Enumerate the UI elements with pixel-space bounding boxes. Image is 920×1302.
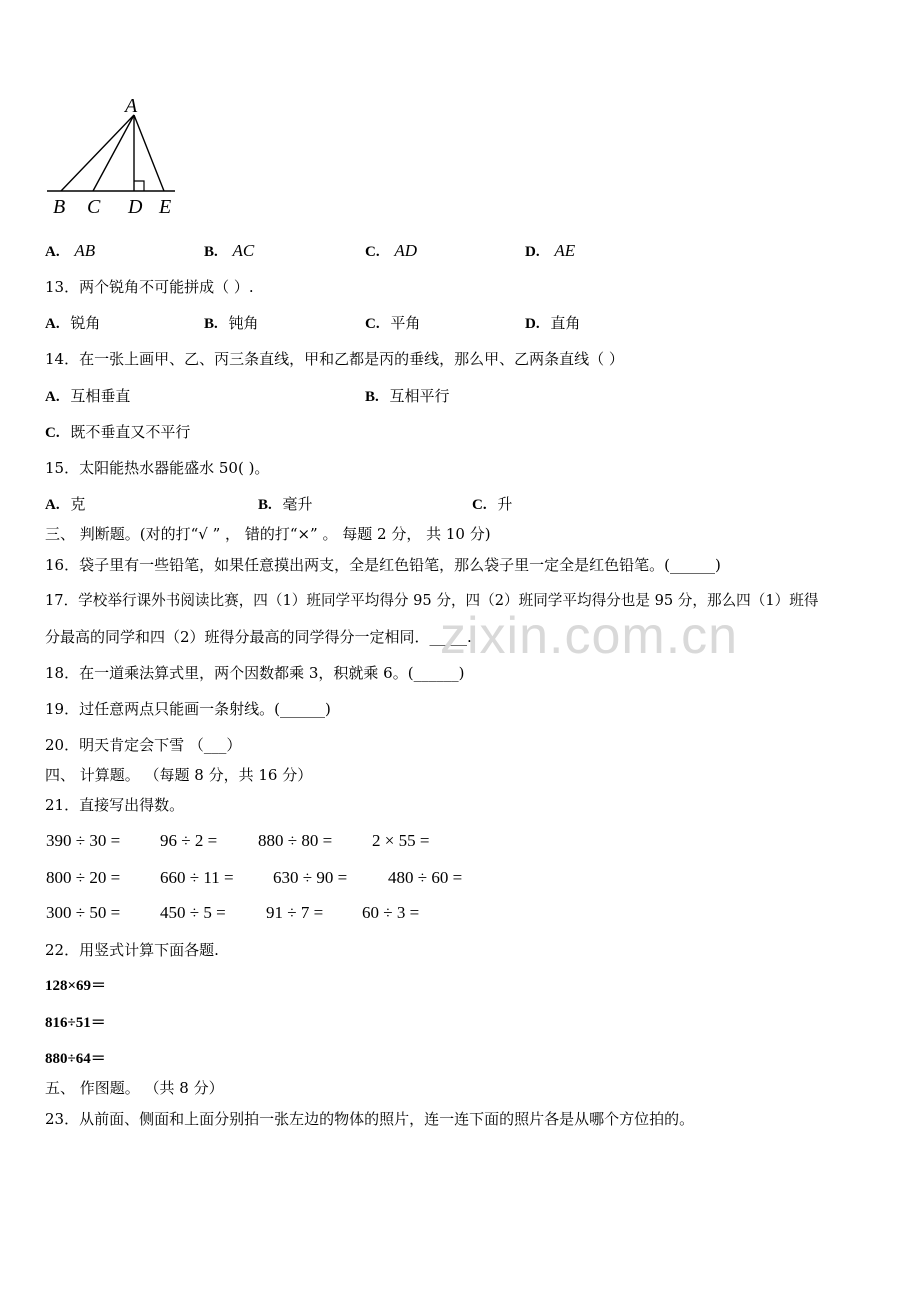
q21-stem: 21．直接写出得数。: [45, 796, 185, 814]
option-text: 钝角: [228, 314, 259, 332]
option-text: AE: [554, 241, 576, 260]
q19-text: 19．过任意两点只能画一条射线。(______): [45, 700, 331, 718]
option-letter: A.: [45, 389, 60, 405]
calc-item: 390 ÷ 30 =: [46, 831, 121, 850]
option-letter: C.: [45, 425, 60, 441]
q12-option-d[interactable]: [525, 241, 575, 262]
q12-option-c[interactable]: [365, 241, 417, 262]
q20-text: 20．明天肯定会下雪 （___）: [45, 736, 242, 754]
option-letter: A.: [45, 316, 60, 332]
right-angle-mark: [134, 181, 144, 191]
option-text: 毫升: [282, 495, 313, 513]
calc-item: 660 ÷ 11 =: [160, 868, 234, 887]
q13-option-a[interactable]: [45, 313, 100, 334]
section-4-heading: 四、 计算题。 （每题 8 分，共 16 分）: [45, 766, 313, 784]
option-letter: B.: [204, 244, 218, 260]
label-b: B: [53, 196, 66, 218]
q18-text: 18．在一道乘法算式里，两个因数都乘 3，积就乘 6。(______): [45, 664, 465, 682]
q13-option-c[interactable]: [365, 313, 420, 334]
segment-ab: [61, 115, 134, 191]
option-letter: B.: [204, 316, 218, 332]
calc-item: 2 × 55 =: [372, 831, 430, 850]
option-text: 既不垂直又不平行: [70, 423, 191, 441]
section-5-heading: 五、 作图题。 （共 8 分）: [45, 1079, 224, 1097]
calc-item: 450 ÷ 5 =: [160, 903, 226, 922]
option-text: AB: [74, 241, 96, 260]
segment-ac: [93, 115, 134, 191]
q14-option-a[interactable]: [45, 386, 130, 407]
section-3-heading: 三、 判断题。(对的打“√ ” ， 错的打“×” 。 每题 2 分， 共 10 分): [45, 525, 491, 543]
option-text: 锐角: [70, 314, 101, 332]
watermark: zixin.com.cn: [440, 607, 739, 665]
option-letter: A.: [45, 497, 60, 513]
calc-item: 91 ÷ 7 =: [266, 903, 324, 922]
q12-option-b[interactable]: [204, 241, 254, 262]
calc-item: 800 ÷ 20 =: [46, 868, 121, 887]
calc-item: 630 ÷ 90 =: [273, 868, 348, 887]
option-text: 克: [70, 495, 86, 513]
option-letter: D.: [525, 316, 540, 332]
q23-text: 23．从前面、侧面和上面分别拍一张左边的物体的照片，连一连下面的照片各是从哪个方位拍的。: [45, 1110, 695, 1128]
calc-item: 480 ÷ 60 =: [388, 868, 463, 887]
calc-item: 300 ÷ 50 =: [46, 903, 121, 922]
calc-item: 880 ÷ 80 =: [258, 831, 333, 850]
triangle-figure: [45, 95, 185, 220]
q22-item: 128×69＝: [45, 978, 107, 994]
option-text: 升: [497, 495, 513, 513]
calc-item: 96 ÷ 2 =: [160, 831, 218, 850]
q13-option-d[interactable]: [525, 313, 580, 334]
segment-ae: [134, 115, 164, 191]
q15-option-c[interactable]: [472, 494, 512, 515]
option-letter: B.: [365, 389, 379, 405]
q15-option-b[interactable]: [258, 494, 313, 515]
q16-text: 16．袋子里有一些铅笔，如果任意摸出两支，全是红色铅笔，那么袋子里一定全是红色铅笔。(______): [45, 556, 721, 574]
option-letter: C.: [365, 316, 380, 332]
q12-option-a[interactable]: [45, 241, 95, 262]
q22-stem: 22．用竖式计算下面各题.: [45, 941, 219, 959]
label-a: A: [125, 95, 138, 117]
option-letter: C.: [472, 497, 487, 513]
label-c: C: [87, 196, 101, 218]
option-text: AC: [232, 241, 255, 260]
option-text: 平角: [390, 314, 421, 332]
option-letter: D.: [525, 244, 540, 260]
q13-option-b[interactable]: [204, 313, 259, 334]
q13-stem: 13．两个锐角不可能拼成（ ）.: [45, 278, 254, 296]
q15-option-a[interactable]: [45, 494, 85, 515]
label-d: D: [128, 196, 143, 218]
option-letter: B.: [258, 497, 272, 513]
q15-stem: 15．太阳能热水器能盛水 50( )。: [45, 459, 270, 477]
option-letter: A.: [45, 244, 60, 260]
option-text: AD: [394, 241, 418, 260]
q14-option-b[interactable]: [365, 386, 450, 407]
calc-item: 60 ÷ 3 =: [362, 903, 420, 922]
option-text: 互相平行: [389, 387, 450, 405]
option-text: 直角: [550, 314, 581, 332]
q17-text-line2: 分最高的同学和四（2）班得分最高的同学得分一定相同．_____.: [45, 628, 472, 646]
q22-item: 880÷64＝: [45, 1051, 106, 1067]
q22-item: 816÷51＝: [45, 1015, 106, 1031]
label-e: E: [159, 196, 172, 218]
q14-option-c[interactable]: [45, 422, 190, 443]
q14-stem: 14．在一张上画甲、乙、丙三条直线，甲和乙都是丙的垂线，那么甲、乙两条直线（ ）: [45, 350, 624, 368]
q17-text-line1: 17．学校举行课外书阅读比赛，四（1）班同学平均得分 95 分，四（2）班同学平均得分也是 95 分，那么四（1）班得: [45, 592, 819, 609]
option-text: 互相垂直: [70, 387, 131, 405]
option-letter: C.: [365, 244, 380, 260]
